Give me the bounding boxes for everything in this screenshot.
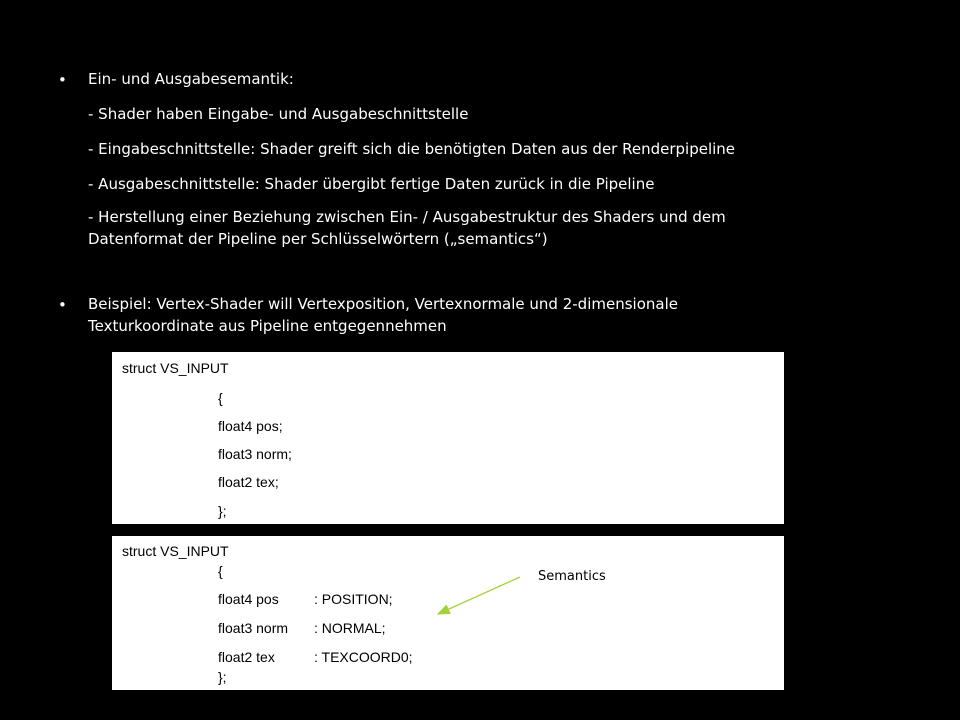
field-decl: float4 pos <box>218 591 279 607</box>
field-semantic: : NORMAL; <box>314 620 386 636</box>
field-decl: float2 tex; <box>218 474 279 490</box>
text-line: - Shader haben Eingabe- und Ausgabeschnittstelle <box>88 105 469 123</box>
text-line: - Ausgabeschnittstelle: Shader übergibt fertige Daten zurück in die Pipeline <box>88 175 655 193</box>
bullet-symbol: • <box>58 71 67 89</box>
field-semantic: : TEXCOORD0; <box>314 649 413 665</box>
struct-header: struct VS_INPUT <box>122 360 229 376</box>
field-decl: float3 norm; <box>218 446 292 462</box>
bullet-symbol: • <box>58 296 67 314</box>
text-line: Datenformat der Pipeline per Schlüsselwörtern („semantics“) <box>88 230 548 248</box>
bullet-title: Ein- und Ausgabesemantik: <box>88 70 294 88</box>
bullet-title-line2: Texturkoordinate aus Pipeline entgegennehmen <box>88 317 447 335</box>
close-brace: }; <box>218 503 227 519</box>
bullet-title: Beispiel: Vertex-Shader will Vertexposition, Vertexnormale und 2-dimensionale <box>88 295 678 313</box>
field-semantic: : POSITION; <box>314 591 393 607</box>
field-decl: float3 norm <box>218 620 289 636</box>
close-brace: }; <box>218 669 227 685</box>
text-line: - Herstellung einer Beziehung zwischen Ein- / Ausgabestruktur des Shaders und dem <box>88 208 726 226</box>
code-block-plain <box>112 352 784 524</box>
text-line: - Eingabeschnittstelle: Shader greift sich die benötigten Daten aus der Renderpipeline <box>88 140 736 158</box>
field-decl: float2 tex <box>218 649 275 665</box>
struct-header: struct VS_INPUT <box>122 543 229 559</box>
field-decl: float4 pos; <box>218 418 283 434</box>
semantics-label: Semantics <box>538 569 606 584</box>
open-brace: { <box>218 390 223 406</box>
code-block-semantics <box>112 536 784 690</box>
open-brace: { <box>218 563 223 579</box>
